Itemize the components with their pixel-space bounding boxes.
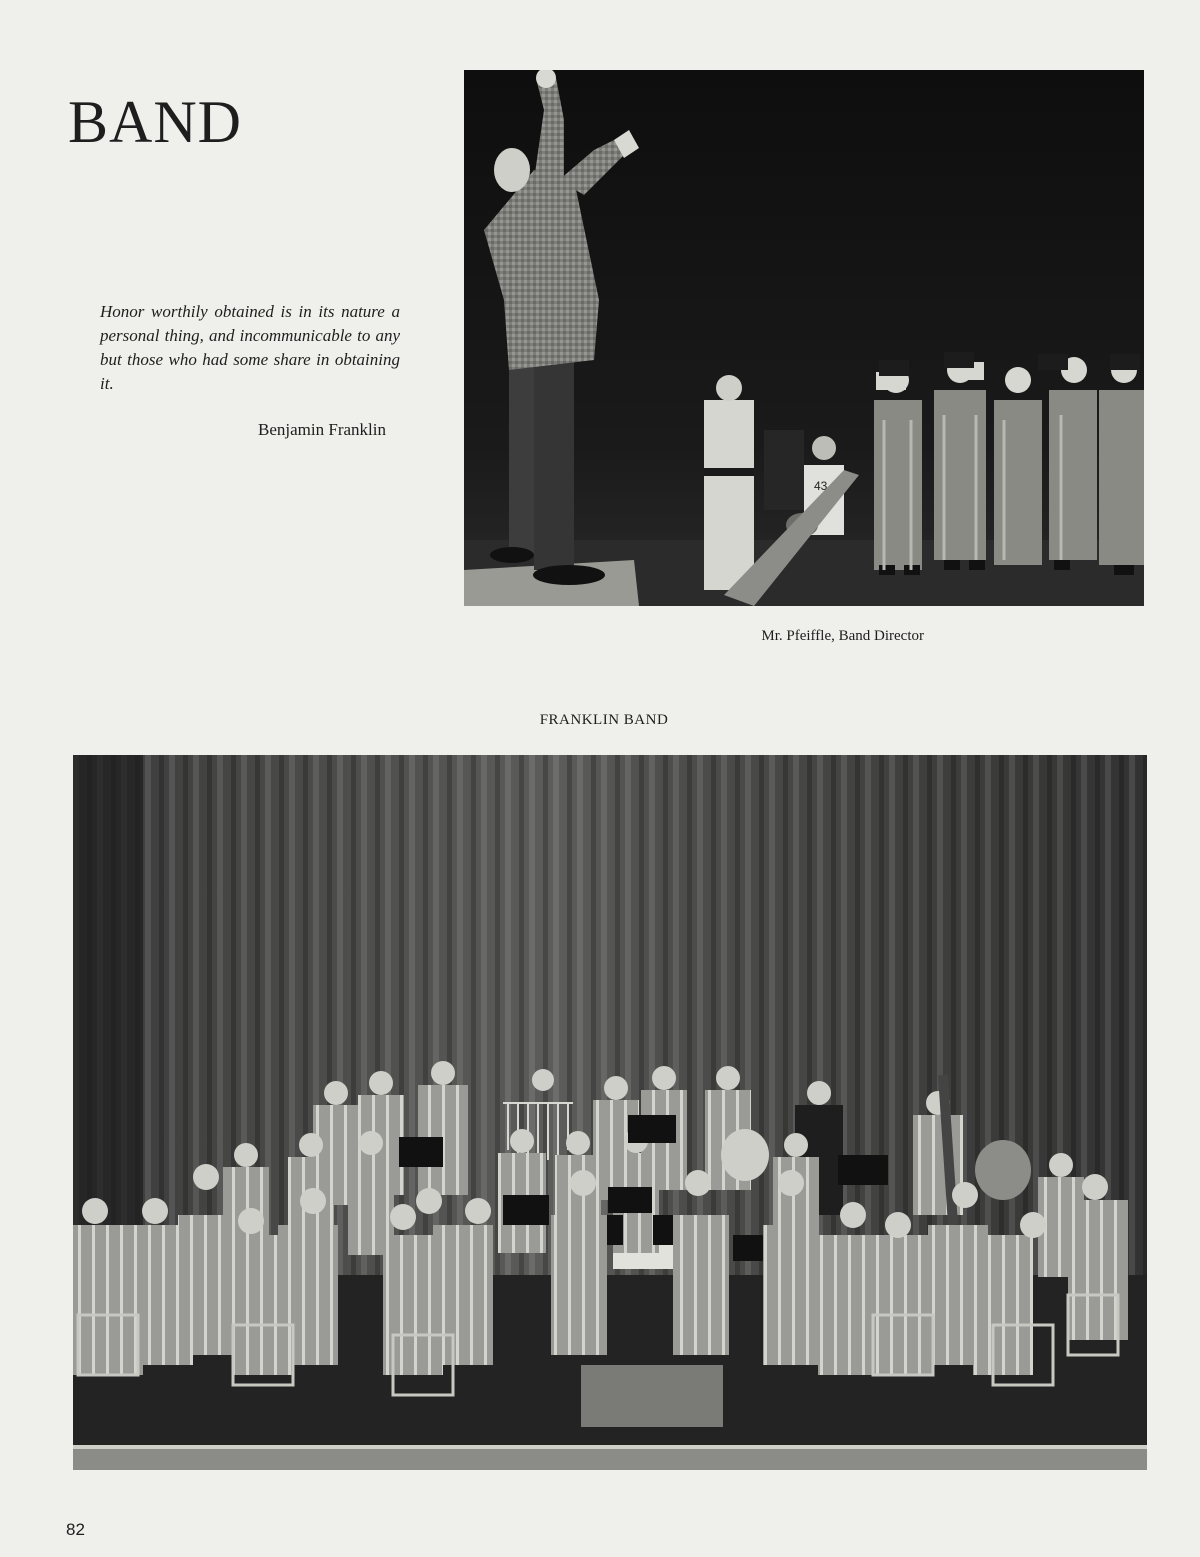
page-number: 82 [66,1520,85,1539]
quote-author: Benjamin Franklin [258,420,386,439]
director-caption: Mr. Pfeiffle, Band Director [761,628,924,644]
franklin-band-photo [73,755,1147,1470]
band-director-photo [464,70,1144,606]
band-caption: FRANKLIN BAND [539,712,669,728]
page-title: BAND [68,89,243,155]
franklin-quote: Honor worthily obtained is in its nature a personal thing, and incommunicable to any but those who had some share in obtaining it. [100,302,400,393]
jersey-number: 43 [814,479,828,493]
